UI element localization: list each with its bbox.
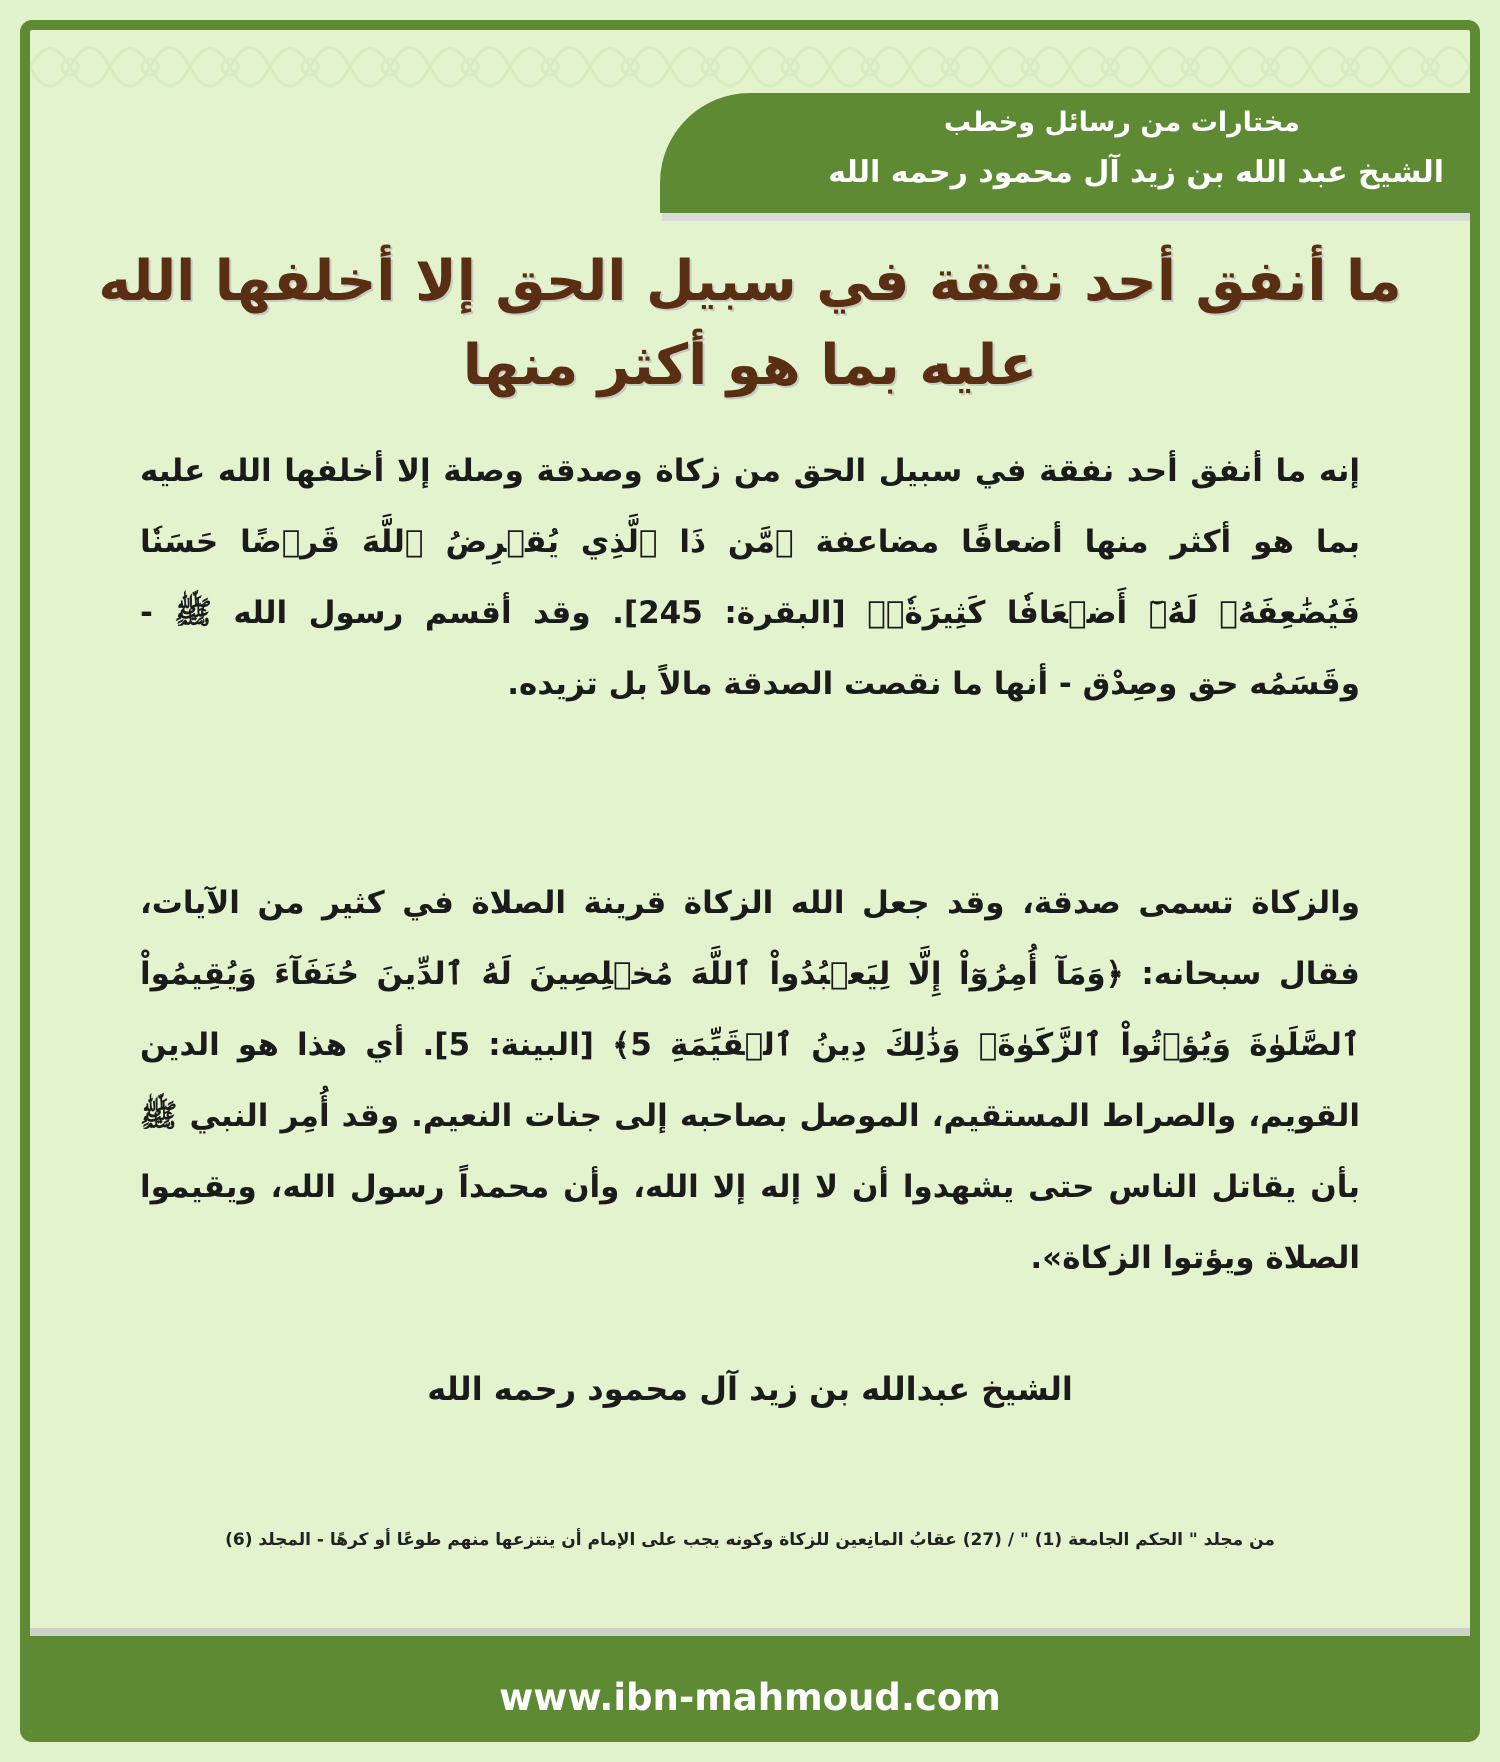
title-line-2: عليه بما هو أكثر منها — [462, 333, 1038, 398]
header-ribbon — [660, 93, 1480, 213]
header-subtitle: مختارات من رسائل وخطب — [943, 107, 1300, 138]
header-author: الشيخ عبد الله بن زيد آل محمود رحمه الله — [828, 155, 1444, 190]
title-line-1: ما أنفق أحد نفقة في سبيل الحق إلا أخلفها الله — [98, 249, 1402, 314]
card-frame — [20, 20, 1480, 1742]
body-paragraph-2: والزكاة تسمى صدقة، وقد جعل الله الزكاة قرينة الصلاة في كثير من الآيات، فقال سبحانه: ﴿وَمَآ أُمِرُوٓاْ إِلَّا لِيَعۡبُدُواْ ٱللَّهَ مُخۡلِصِينَ لَهُ ٱلدِّينَ حُنَفَآءَ وَيُقِيمُواْ ٱلصَّلَوٰةَ وَيُؤۡتُواْ ٱلزَّكَوٰةَۚ وَذَٰلِكَ دِينُ ٱلۡقَيِّمَةِ 5﴾ [البينة: 5]. أي هذا هو الدين القويم، والصراط المستقيم، الموصل بصاحبه إلى جنات النعيم. وقد أُمِر النبي ﷺ بأن يقاتل الناس حتى يشهدوا أن لا إله إلا الله، وأن محمداً رسول الله، ويقيموا الصلاة ويؤتوا الزكاة». — [140, 885, 1361, 1276]
source-citation: من مجلد " الحكم الجامعة (1) " / (27) عقابُ المانِعين للزكاة وكونه يجب على الإمام أن ينتزعها منهم طوعًا أو كرهًا - المجلد (6) — [225, 1530, 1275, 1550]
website-link[interactable]: www.ibn-mahmoud.com — [499, 1676, 1001, 1719]
signature: الشيخ عبدالله بن زيد آل محمود رحمه الله — [427, 1370, 1073, 1408]
page-title — [90, 240, 1410, 408]
footer-bar — [30, 1636, 1470, 1732]
footer-divider — [30, 1628, 1470, 1636]
body-paragraph-1: إنه ما أنفق أحد نفقة في سبيل الحق من زكاة وصدقة وصلة إلا أخلفها الله عليه بما هو أكثر منها أضعافًا مضاعفة ﴿مَّن ذَا ٱلَّذِي يُقۡرِضُ ٱللَّهَ قَرۡضًا حَسَنٗا فَيُضَٰعِفَهُۥ لَهُۥٓ أَضۡعَافٗا كَثِيرَةٗۚ﴾ [البقرة: 245]. وقد أقسم رسول الله ﷺ - وقَسَمُه حق وصِدْق - أنها ما نقصت الصدقة مالاً بل تزيده. — [140, 453, 1360, 702]
